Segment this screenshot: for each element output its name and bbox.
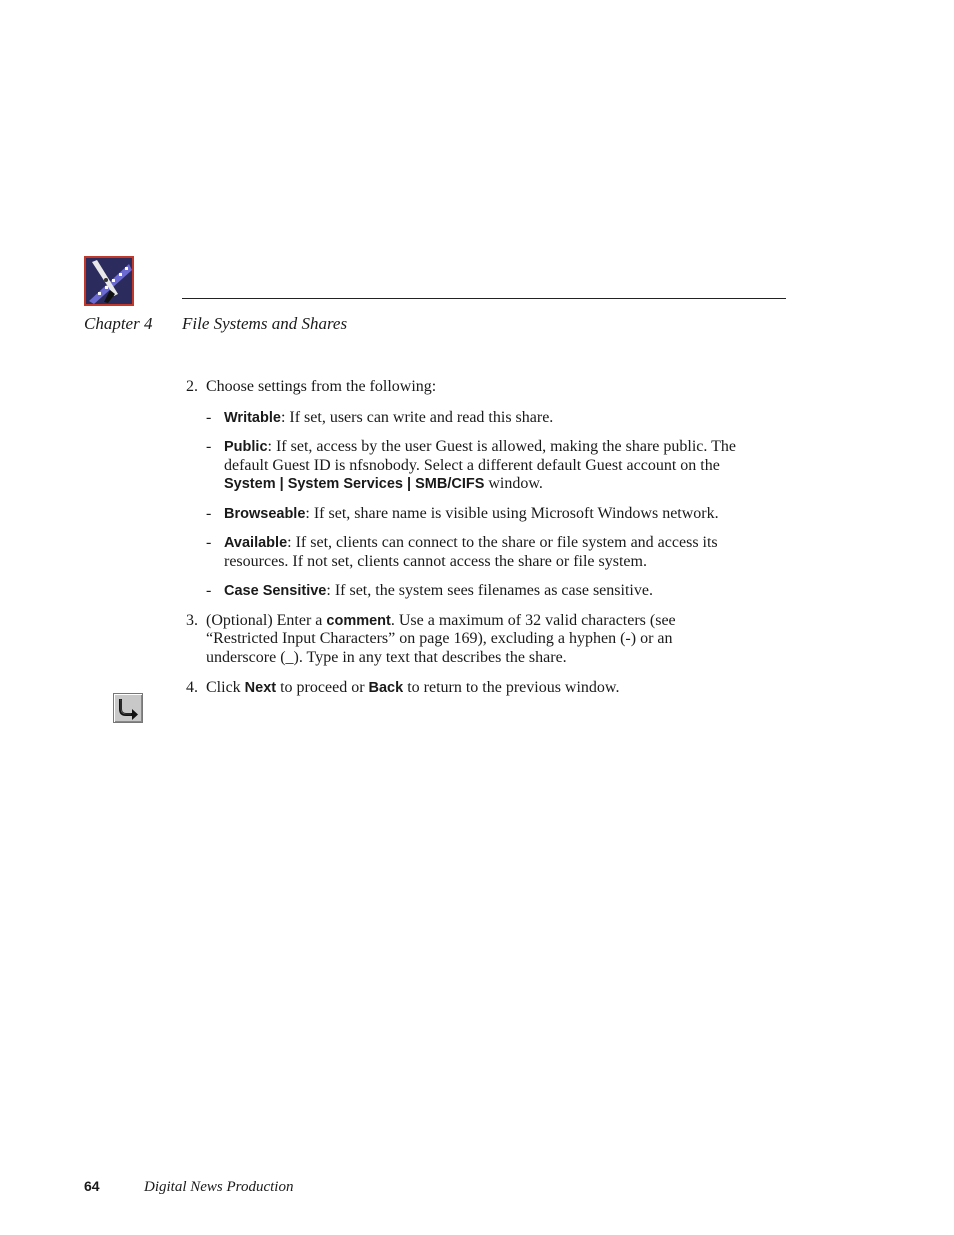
desc-browseable: : If set, share name is visible using Microsoft Windows network. bbox=[305, 504, 719, 522]
term-available: Available bbox=[224, 535, 288, 551]
list-item-available bbox=[186, 534, 746, 571]
step-number: 4. bbox=[186, 679, 198, 696]
book-title: Digital News Production bbox=[144, 1179, 294, 1195]
chapter-label: Chapter 4 bbox=[84, 314, 153, 333]
dash: - bbox=[206, 438, 212, 455]
desc-writable: : If set, users can write and read this share. bbox=[280, 408, 554, 426]
menu-path: System | System Services | SMB/CIFS bbox=[224, 476, 485, 492]
next-arrow-icon bbox=[114, 694, 142, 722]
term-back: Back bbox=[368, 680, 404, 696]
list-item-case-sensitive bbox=[186, 582, 746, 601]
dash: - bbox=[206, 534, 212, 551]
step-text-pre: (Optional) Enter a bbox=[206, 611, 327, 629]
list-item-public bbox=[186, 438, 746, 494]
step-text-pre: Click bbox=[206, 679, 245, 696]
film-scissors-logo-icon bbox=[84, 256, 134, 306]
step-number: 2. bbox=[186, 378, 198, 395]
list-item-browseable bbox=[186, 505, 746, 524]
term-next: Next bbox=[244, 680, 277, 696]
running-header bbox=[84, 314, 347, 334]
term-browseable: Browseable bbox=[224, 505, 306, 522]
desc-case-sensitive: : If set, the system sees filenames as case sensitive. bbox=[326, 582, 653, 599]
step-text-mid: to proceed or bbox=[276, 679, 369, 696]
term-writable: Writable bbox=[224, 409, 281, 426]
term-case-sensitive: Case Sensitive bbox=[224, 583, 327, 599]
step-2 bbox=[186, 378, 746, 397]
term-public: Public bbox=[224, 439, 268, 455]
step-text-post: to return to the previous window. bbox=[403, 679, 620, 696]
step-text-post: . Use a maximum of 32 valid characters (see “Restricted Input Characters” on page 169), excluding a hyphen (-) or an underscore (_). Type in any text that describes the share. bbox=[206, 611, 676, 666]
page-footer bbox=[84, 1178, 294, 1196]
next-button-illustration bbox=[113, 693, 143, 723]
chapter-title: File Systems and Shares bbox=[182, 314, 348, 333]
step-4 bbox=[186, 679, 746, 698]
desc-available: : If set, clients can connect to the share or file system and access its resources. If not set, clients cannot access the share or file system. bbox=[224, 534, 718, 570]
step-text: Choose settings from the following: bbox=[206, 378, 437, 395]
term-comment: comment bbox=[326, 612, 391, 629]
header-rule bbox=[182, 298, 786, 299]
page-number: 64 bbox=[84, 1178, 100, 1194]
list-item-writable bbox=[186, 409, 746, 428]
body-content bbox=[186, 378, 746, 710]
dash: - bbox=[206, 582, 212, 599]
step-number: 3. bbox=[186, 611, 198, 629]
desc-public-end: window. bbox=[484, 475, 543, 492]
desc-public: : If set, access by the user Guest is allowed, making the share public. The default Guest ID is nfsnobody. Select a different default Guest account on the bbox=[224, 438, 736, 474]
dash: - bbox=[206, 504, 212, 522]
step-3 bbox=[186, 612, 746, 668]
dash: - bbox=[206, 408, 212, 426]
